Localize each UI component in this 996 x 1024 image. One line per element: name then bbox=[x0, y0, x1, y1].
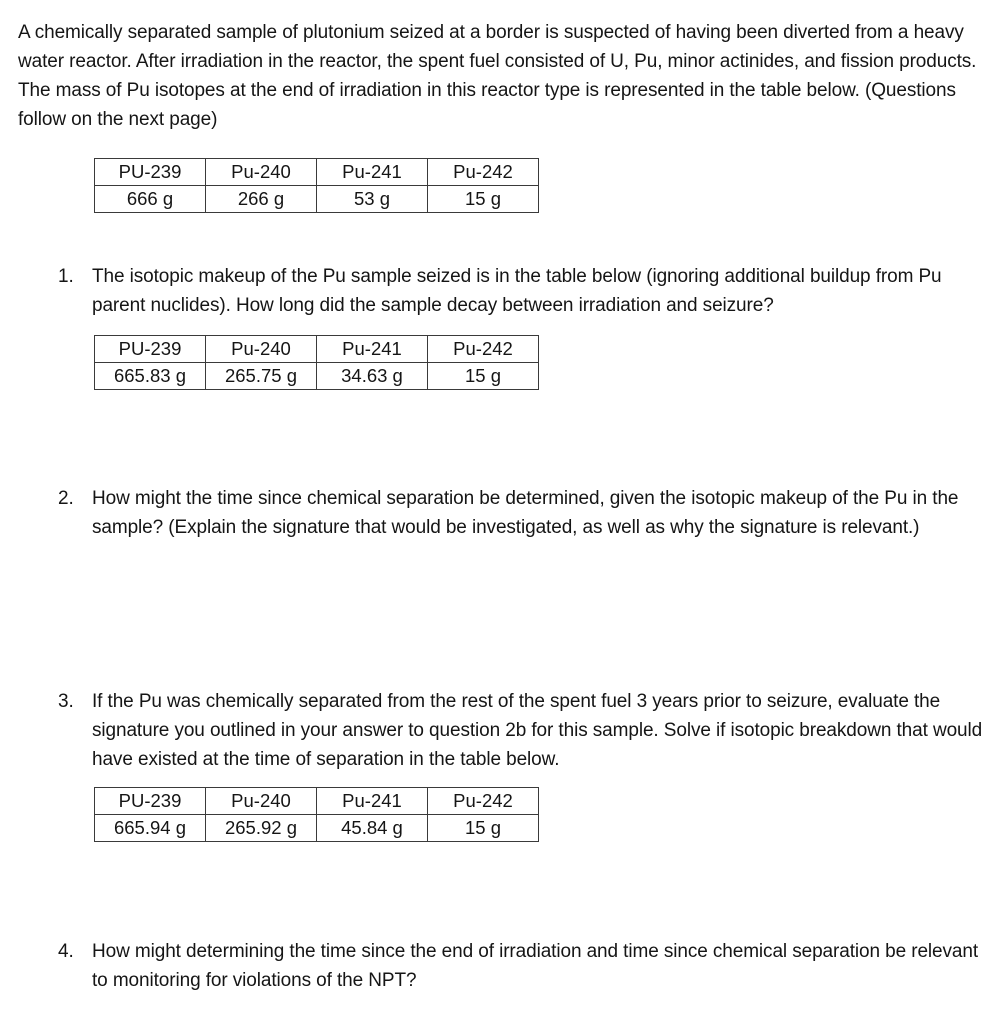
isotope-table-separation bbox=[94, 787, 539, 842]
value-cell-pu242: 15 g bbox=[428, 186, 539, 213]
header-cell-pu240: Pu-240 bbox=[206, 788, 317, 815]
question-item-1 bbox=[58, 262, 980, 320]
table-value-row bbox=[95, 186, 539, 213]
question-number: 3. bbox=[58, 691, 74, 712]
value-cell-pu241: 34.63 g bbox=[317, 363, 428, 390]
value-cell-pu239: 665.83 g bbox=[95, 363, 206, 390]
isotope-table-seized bbox=[94, 335, 539, 390]
table-header-row bbox=[95, 788, 539, 815]
question-number: 2. bbox=[58, 488, 74, 509]
table-value-row bbox=[95, 815, 539, 842]
header-cell-pu242: Pu-242 bbox=[428, 788, 539, 815]
question-number: 1. bbox=[58, 266, 74, 287]
question-item-2 bbox=[58, 484, 988, 542]
header-cell-pu240: Pu-240 bbox=[206, 336, 317, 363]
header-cell-pu242: Pu-242 bbox=[428, 159, 539, 186]
table-header-row bbox=[95, 336, 539, 363]
header-cell-pu241: Pu-241 bbox=[317, 159, 428, 186]
intro-paragraph: A chemically separated sample of plutonium seized at a border is suspected of having been diverted from a heavy water reactor. After irradiation in the reactor, the spent fuel consisted of U, Pu, minor actinides, and fission products. The mass of Pu isotopes at the end of irradiation in this reactor type is represented in the table below. (Questions follow on the next page) bbox=[18, 22, 977, 130]
value-cell-pu240: 265.92 g bbox=[206, 815, 317, 842]
question-text: How might determining the time since the end of irradiation and time since chemical separation be relevant to monitoring for violations of the NPT? bbox=[92, 941, 979, 991]
isotope-table-initial bbox=[94, 158, 539, 213]
value-cell-pu239: 665.94 g bbox=[95, 815, 206, 842]
value-cell-pu240: 266 g bbox=[206, 186, 317, 213]
value-cell-pu239: 666 g bbox=[95, 186, 206, 213]
header-cell-pu239: PU-239 bbox=[95, 159, 206, 186]
question-text: How might the time since chemical separation be determined, given the isotopic makeup of the Pu in the sample? (Explain the signature that would be investigated, as well as why the signature is relevant.) bbox=[92, 488, 959, 538]
header-cell-pu239: PU-239 bbox=[95, 788, 206, 815]
header-cell-pu240: Pu-240 bbox=[206, 159, 317, 186]
header-cell-pu241: Pu-241 bbox=[317, 336, 428, 363]
question-item-4 bbox=[58, 937, 988, 995]
value-cell-pu241: 53 g bbox=[317, 186, 428, 213]
value-cell-pu240: 265.75 g bbox=[206, 363, 317, 390]
question-item-3 bbox=[58, 687, 988, 774]
value-cell-pu242: 15 g bbox=[428, 815, 539, 842]
question-text: The isotopic makeup of the Pu sample seized is in the table below (ignoring additional buildup from Pu parent nuclides). How long did the sample decay between irradiation and seizure? bbox=[92, 266, 942, 316]
table-value-row bbox=[95, 363, 539, 390]
header-cell-pu242: Pu-242 bbox=[428, 336, 539, 363]
header-cell-pu241: Pu-241 bbox=[317, 788, 428, 815]
value-cell-pu241: 45.84 g bbox=[317, 815, 428, 842]
question-text: If the Pu was chemically separated from the rest of the spent fuel 3 years prior to seizure, evaluate the signature you outlined in your answer to question 2b for this sample. Solve if isotopic breakdown that would have existed at the time of separation in the table below. bbox=[92, 691, 983, 770]
question-number: 4. bbox=[58, 941, 74, 962]
header-cell-pu239: PU-239 bbox=[95, 336, 206, 363]
value-cell-pu242: 15 g bbox=[428, 363, 539, 390]
table-header-row bbox=[95, 159, 539, 186]
